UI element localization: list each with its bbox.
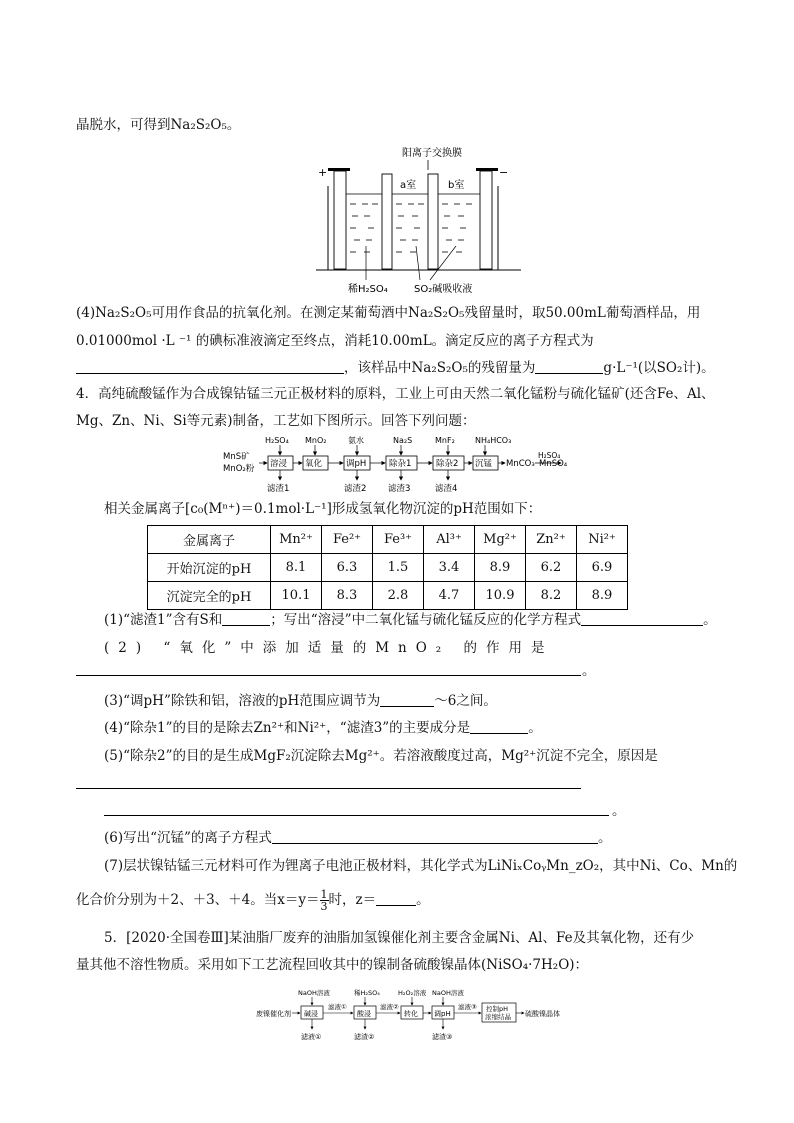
- reagent-6: NH₄HCO₃: [475, 436, 512, 445]
- table-cell: 1.5: [373, 554, 424, 582]
- reagent-1: H₂SO₄: [265, 436, 289, 445]
- product-2-visible: MnSO₄: [539, 459, 568, 469]
- electrolysis-cell-diagram: [316, 146, 526, 294]
- q2-line: (2) “氧化”中添加适量的MnO₂ 的作用是: [104, 640, 554, 656]
- q3-line: (3)“调pH”除铁和铝，溶液的pH范围应调节为 ～6之间。: [104, 693, 497, 709]
- table-header-row: [148, 526, 628, 554]
- q4-old-blank2[interactable]: [535, 359, 603, 374]
- p5-reagent-4: NaOH溶液: [432, 989, 464, 997]
- room-b-label: b室: [448, 180, 465, 191]
- residue-2: 滤渣2: [344, 484, 367, 494]
- reagent-5: MnF₂: [435, 436, 455, 445]
- table-header-cell: Mg²⁺: [475, 526, 526, 554]
- p4-intro1: 4．高纯硫酸锰作为合成镍钴锰三元正极材料的原料，工业上可由天然二氧化锰粉与硫化锰矿(还含Fe、Al、: [76, 386, 715, 402]
- table-cell: 6.3: [322, 554, 373, 582]
- plus-sign: +: [318, 166, 328, 179]
- table-cell: 3.4: [424, 554, 475, 582]
- p5-process-flowchart: [256, 986, 566, 1044]
- p5-residue-1: 滤液①: [301, 1033, 322, 1041]
- minus-sign: −: [499, 166, 509, 179]
- top-line: 晶脱水，可得到Na₂S₂O₅。: [76, 117, 241, 133]
- table-header-cell: 金属离子: [148, 526, 271, 554]
- bottom-right-label: SO₂碱吸收液: [414, 284, 473, 294]
- q7-line2: 化合价分别为＋2、＋3、＋4。当x＝y＝ $\frac{1}{3}$ 时，z＝ 。: [76, 888, 430, 913]
- p5-step-label-3: 转化: [404, 1010, 418, 1018]
- q4-blank[interactable]: [470, 719, 528, 734]
- table-cell: 6.2: [526, 554, 577, 582]
- table-header-cell: Zn²⁺: [526, 526, 577, 554]
- table-cell: 10.9: [475, 582, 526, 610]
- q6-blank[interactable]: [272, 829, 598, 844]
- table-cell: 10.1: [271, 582, 322, 610]
- p5-step-label-5: 控制pH: [486, 1005, 509, 1013]
- p5-filtrate-1: 滤液①: [328, 1003, 347, 1011]
- table-cell: 沉淀完全的pH: [148, 582, 271, 610]
- p5-step-label-4: 调pH: [434, 1010, 451, 1018]
- table-header-cell: Ni²⁺: [577, 526, 628, 554]
- q4-old-line2: 0.01000mol ·L ⁻¹ 的碘标准液滴定至终点，消耗10.00mL。滴定反应的离子方程式为: [76, 333, 594, 349]
- q4-old-line1: (4)Na₂S₂O₅可用作食品的抗氧化剂。在测定某葡萄酒中Na₂S₂O₅残留量时，取50.00mL葡萄酒样品，用: [76, 305, 701, 321]
- table-cell: 8.9: [577, 582, 628, 610]
- p5-step-label-2: 酸浸: [357, 1010, 371, 1018]
- q4-line: (4)“除杂1”的目的是除去Zn²⁺和Ni²⁺，“滤渣3”的主要成分是 。: [104, 720, 542, 736]
- q1-blank2[interactable]: [581, 611, 703, 626]
- table-cell: 4.7: [424, 582, 475, 610]
- residue-4: 滤渣4: [435, 484, 458, 494]
- p5-product: 硫酸镍晶体: [525, 1010, 560, 1018]
- q1-line: (1)“滤渣1”含有S和 ；写出“溶浸”中二氧化锰与硫化锰反应的化学方程式 。: [104, 612, 717, 628]
- table-header-cell: Fe²⁺: [322, 526, 373, 554]
- table-cell: 开始沉淀的pH: [148, 554, 271, 582]
- step-label-2: 氧化: [305, 459, 323, 469]
- step-label-6: 沉锰: [475, 459, 493, 469]
- p5-intro1: 5．[2020·全国卷Ⅲ]某油脂厂废弃的油脂加氢镍催化剂主要含金属Ni、Al、Fe及其氧化物，还有少: [104, 930, 695, 946]
- ph-table: [147, 525, 628, 610]
- p5-feed: 废镍催化剂: [256, 1010, 291, 1018]
- step-label-1: 溶浸: [270, 459, 288, 469]
- q5-answer-line2[interactable]: [104, 815, 609, 816]
- p4-process-flowchart: [221, 434, 581, 496]
- p5-residue-2: 滤渣②: [354, 1033, 375, 1041]
- p5-intro2: 量其他不溶性物质。采用如下工艺流程回收其中的镍制备硫酸镍晶体(NiSO₄·7H₂O)：: [76, 957, 589, 973]
- table-header-cell: Al³⁺: [424, 526, 475, 554]
- q2-answer-line[interactable]: [76, 675, 581, 676]
- q4-old-line3: ，该样品中Na₂S₂O₅的残留量为 g·L⁻¹(以SO₂计)。: [76, 359, 715, 377]
- table-cell: 8.1: [271, 554, 322, 582]
- step-label-5: 除杂2: [436, 459, 459, 469]
- final-reagent: H₂SO₄: [538, 451, 561, 460]
- fraction-one-third: $\frac{1}{3}$: [320, 888, 328, 913]
- p5-step-label-1: 碱浸: [304, 1010, 318, 1018]
- table-cell: 6.9: [577, 554, 628, 582]
- step-label-4: 除杂1: [389, 459, 412, 469]
- p5-residue-3: 滤渣③: [432, 1033, 453, 1041]
- membrane-label: 阳离子交换膜: [402, 148, 462, 159]
- table-header-cell: Fe³⁺: [373, 526, 424, 554]
- q5-answer-line1[interactable]: [76, 788, 581, 789]
- reagent-2: MnO₂: [305, 436, 327, 445]
- p5-reagent-3: H₂O₂溶液: [398, 989, 427, 997]
- q5-line: (5)“除杂2”的目的是生成MgF₂沉淀除去Mg²⁺。若溶液酸度过高，Mg²⁺沉淀不完全，原因是: [104, 748, 658, 764]
- table-cell: 2.8: [373, 582, 424, 610]
- table-header-cell: Mn²⁺: [271, 526, 322, 554]
- p5-filtrate-2: 滤液②: [380, 1003, 399, 1011]
- bottom-left-label: 稀H₂SO₄: [348, 284, 388, 294]
- p5-filtrate-3: 滤液③: [458, 1003, 477, 1011]
- q7-line1: (7)层状镍钴锰三元材料可作为锂离子电池正极材料，其化学式为LiNiₓCoᵧMn_zO₂，其中Ni、Co、Mn的: [104, 858, 738, 874]
- table-row: [148, 582, 628, 610]
- room-a-label: a室: [400, 180, 417, 191]
- product-1: MnCO₃: [506, 459, 535, 469]
- table-cell: 8.3: [322, 582, 373, 610]
- residue-3: 滤渣3: [388, 484, 411, 494]
- residue-1: 滤渣1: [267, 484, 290, 494]
- q7-blank[interactable]: [376, 891, 416, 906]
- p5-reagent-1: NaOH溶液: [298, 989, 330, 997]
- p5-step-label-6: 浓缩结晶: [485, 1013, 511, 1021]
- feed-top: MnS矿: [223, 452, 250, 462]
- table-intro: 相关金属离子[c₀(Mⁿ⁺)＝0.1mol·L⁻¹]形成氢氧化物沉淀的pH范围如下：: [104, 501, 542, 517]
- p4-intro2: Mg、Zn、Ni、Si等元素)制备，工艺如下图所示。回答下列问题：: [76, 413, 476, 429]
- feed-bottom: MnO₂粉: [223, 464, 255, 474]
- q4-old-blank1[interactable]: [76, 359, 344, 374]
- p5-reagent-2: 稀H₂SO₄: [354, 989, 380, 997]
- q1-blank1[interactable]: [222, 611, 270, 626]
- q2-end: 。: [582, 663, 596, 679]
- table-cell: 8.9: [475, 554, 526, 582]
- q5-end: 。: [612, 803, 626, 819]
- table-row: [148, 554, 628, 582]
- reagent-4: Na₂S: [393, 436, 413, 445]
- reagent-3: 氨水: [348, 436, 364, 445]
- q3-blank[interactable]: [380, 692, 434, 707]
- step-label-3: 调pH: [346, 459, 367, 469]
- q6-line: (6)写出“沉锰”的离子方程式 。: [104, 830, 612, 846]
- table-cell: 8.2: [526, 582, 577, 610]
